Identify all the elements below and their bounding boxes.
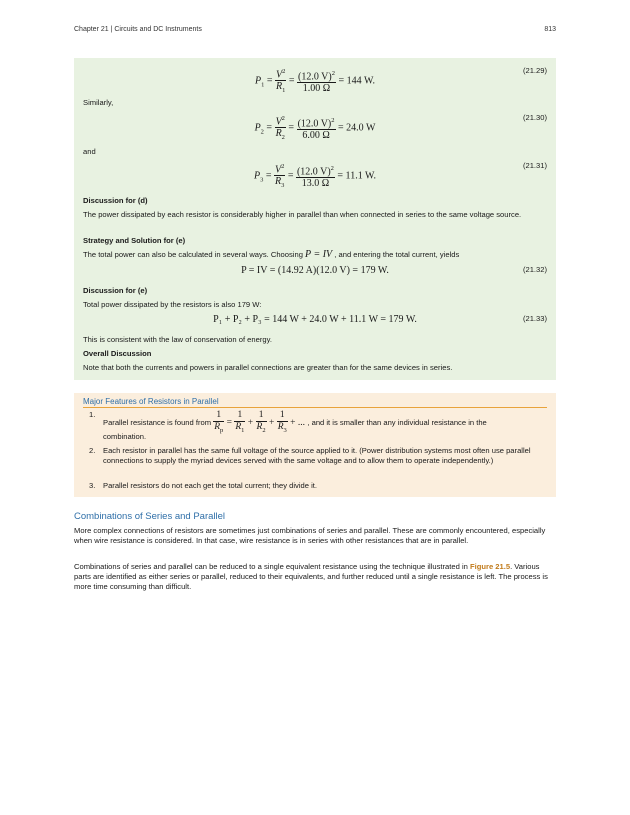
eq-lhs-sub: 2 xyxy=(260,128,264,136)
frac-num-sup: 2 xyxy=(281,115,285,122)
frac-num-sup: 2 xyxy=(282,68,286,75)
equation-21-33 xyxy=(83,314,547,328)
discussion-d-text: The power dissipated by each resistor is considerably higher in parallel than when connected in series to the same voltage source. xyxy=(83,210,522,219)
overall-text: Note that both the currents and powers in parallel connections are greater than for the same devices in series. xyxy=(83,363,453,372)
equation-21-30: $P_2$ = $\frac{V^2}{R_2}$ = $\frac{(12.0 V)^2}{6.00 \Omega}$ = 24.0 W (21.30) xyxy=(254,113,547,142)
frac-num: V xyxy=(275,116,282,128)
frac-den-sub: 2 xyxy=(281,134,285,142)
frac-den: 13.0 Ω xyxy=(301,178,330,190)
eq-text: P = IV = (14.92 A)(12.0 V) = 179 W. xyxy=(241,265,389,276)
section-paragraph-2 xyxy=(74,562,556,591)
frac-num: (12.0 V) xyxy=(296,166,331,178)
page-header xyxy=(74,26,556,33)
frac-den-sub: 1 xyxy=(282,87,286,95)
consistent-text: This is consistent with the law of conservation of energy. xyxy=(83,335,272,344)
equation-number: (21.33) xyxy=(522,314,547,323)
frac-num-sup: 2 xyxy=(331,70,335,77)
parallel-resistance-formula: $\frac{1}{R_p}$ = $\frac{1}{R_1}$ + $\frac{1}{R_2}$ + $\frac{1}{R_3}$ + ... xyxy=(214,410,308,434)
frac-num: V xyxy=(274,164,282,176)
discussion-e-text: Total power dissipated by the resistors is also 179 W: xyxy=(83,300,262,309)
equation-number: (21.31) xyxy=(522,161,547,170)
frac-den: R xyxy=(274,176,282,188)
item-text: Parallel resistors do not each get the total current; they divide it. xyxy=(103,481,318,490)
features-box xyxy=(74,393,556,497)
fraction-1-over-r1: $\frac{1}{R_1}$ xyxy=(235,410,245,434)
inline-formula: P = IV xyxy=(305,249,333,260)
equation-21-32 xyxy=(83,265,547,279)
fraction-1-over-rp: $\frac{1}{R_p}$ xyxy=(214,410,224,434)
equation-number: (21.30) xyxy=(522,113,547,122)
equation-21-31: $P_3$ = $\frac{V^2}{R_3}$ = $\frac{(12.0 V)^2}{13.0 \Omega}$ = 11.1 W. (21.31) xyxy=(253,161,547,190)
section-title: Combinations of Series and Parallel xyxy=(74,511,226,522)
eq-lhs: P xyxy=(254,122,261,134)
item-text-continued: combination. xyxy=(103,432,147,441)
fraction-v2-over-r xyxy=(275,66,286,96)
section-paragraph-1: More complex connections of resistors are sometimes just combinations of series and parallel. These are commonly encountered, especially when wire resistance is considered. In that case, wire resistance is in series with other resistances that are in parallel. xyxy=(74,526,546,545)
eq-result: = 144 W. xyxy=(338,75,375,87)
item-number: 1. xyxy=(89,410,96,419)
eq-lhs: P xyxy=(253,170,261,182)
eq-result: = 24.0 W xyxy=(338,122,376,134)
example-box xyxy=(74,58,556,380)
eq-text: P₁ + P₂ + P₃ = 144 W + 24.0 W + 11.1 W = 179 W. xyxy=(213,314,417,325)
item-text-post: , and it is smaller than any individual resistance in the xyxy=(307,418,487,428)
eq-lhs-sub: 3 xyxy=(260,176,264,184)
page-number: 813 xyxy=(544,26,556,33)
features-title: Major Features of Resistors in Parallel xyxy=(83,397,219,406)
frac-den: 1.00 Ω xyxy=(302,83,331,95)
fraction-v2-over-r xyxy=(274,161,285,191)
features-divider xyxy=(83,407,547,408)
fraction-values xyxy=(296,163,335,189)
frac-num-sup: 2 xyxy=(331,117,335,124)
strategy-text-pre: The total power can also be calculated in several ways. Choosing xyxy=(83,250,303,259)
fraction-values xyxy=(297,115,336,141)
frac-den: R xyxy=(275,128,282,140)
strategy-e-text xyxy=(83,250,547,260)
frac-den: 6.00 Ω xyxy=(302,130,330,142)
paragraph-text-pre: Combinations of series and parallel can be reduced to a single equivalent resistance using the technique illustrated in xyxy=(74,562,468,571)
strategy-text-post: , and entering the total current, yields xyxy=(334,250,460,259)
eq-lhs: P xyxy=(255,75,262,87)
fraction-1-over-r3: $\frac{1}{R_3}$ xyxy=(277,410,287,434)
overall-heading: Overall Discussion xyxy=(83,349,152,358)
item-number: 2. xyxy=(89,446,96,455)
frac-num-sup: 2 xyxy=(330,165,334,172)
equation-21-29: $P_1$ = $\frac{V^2}{R_1}$ = $\frac{(12.0 V)^2}{1.00 \Omega}$ = 144 W. (21.29) xyxy=(255,66,547,95)
frac-den-sub: 3 xyxy=(281,182,285,190)
eq-lhs-sub: 1 xyxy=(261,81,265,89)
fraction-values xyxy=(297,68,336,94)
discussion-d-heading: Discussion for (d) xyxy=(83,196,148,205)
item-text: Each resistor in parallel has the same full voltage of the source applied to it. (Power distribution systems most often use parallel connections to supply the myriad devices served with the same voltage and to allow them to operate independently.) xyxy=(103,446,531,465)
frac-num-sup: 2 xyxy=(281,163,285,170)
and-text: and xyxy=(83,147,96,156)
frac-num: (12.0 V) xyxy=(297,118,332,130)
paragraph-text-post: . Various parts are identified as either series or parallel, reduced to their equivalents, and further reduced until a single resistance is left. The process is more time consuming than difficult. xyxy=(74,562,548,591)
item-text-pre: Parallel resistance is found from xyxy=(103,418,212,428)
strategy-e-heading: Strategy and Solution for (e) xyxy=(83,236,186,245)
figure-link[interactable]: Figure 21.5 xyxy=(469,562,511,571)
eq-result: = 11.1 W. xyxy=(337,170,377,182)
frac-num: V xyxy=(276,69,283,81)
equation-number: (21.29) xyxy=(522,66,547,75)
frac-num: (12.0 V) xyxy=(298,71,332,83)
fraction-v2-over-r xyxy=(275,113,286,143)
item-number: 3. xyxy=(89,481,96,490)
similarly-text: Similarly, xyxy=(83,98,114,107)
chapter-title: Chapter 21 | Circuits and DC Instruments xyxy=(74,26,202,33)
fraction-1-over-r2: $\frac{1}{R_2}$ xyxy=(256,410,266,434)
frac-den: R xyxy=(276,81,283,93)
discussion-e-heading: Discussion for (e) xyxy=(83,286,148,295)
equation-number: (21.32) xyxy=(522,265,547,274)
